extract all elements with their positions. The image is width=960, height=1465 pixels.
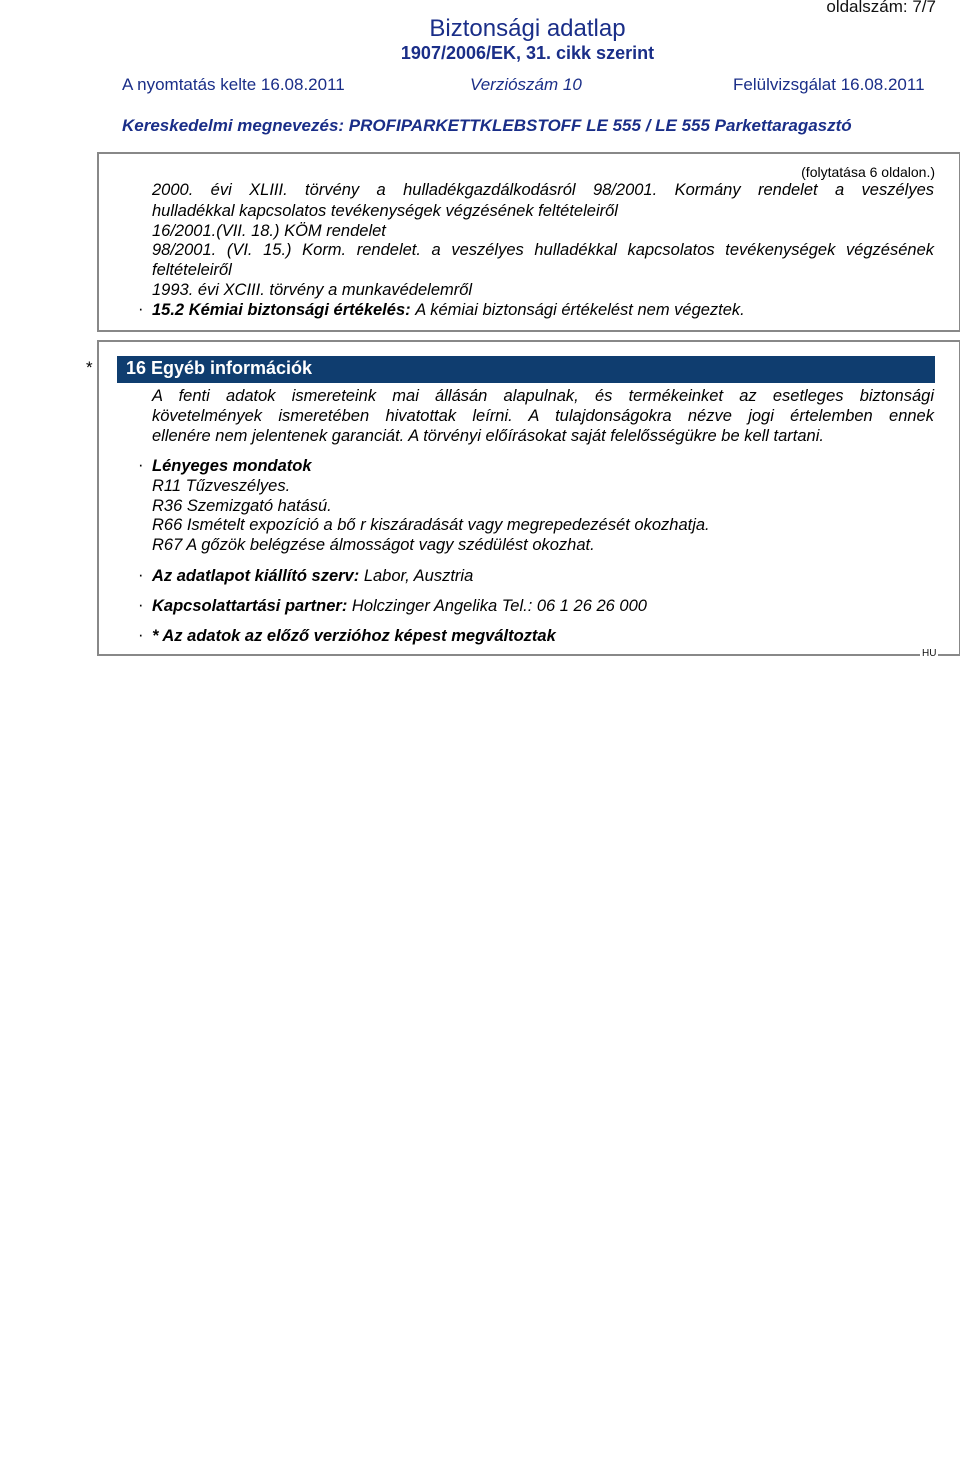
regulation-line: 1993. évi XCIII. törvény a munkavédelemről — [152, 281, 473, 299]
bullet-dot: · — [138, 626, 144, 644]
risk-phrase: R36 Szemizgató hatású. — [152, 497, 332, 515]
page-number: oldalszám: 7/7 — [826, 0, 936, 16]
intro-line: ellenére nem jelentenek garanciát. A törvényi előírásokat saját felelősségükre be kell tartani. — [152, 427, 824, 445]
bullet-dot: · — [138, 456, 144, 474]
footer-rule — [97, 654, 959, 656]
bullet-dot: · — [138, 566, 144, 584]
changes-note: * Az adatok az előző verzióhoz képest megváltoztak — [152, 627, 556, 645]
contact-label: Kapcsolattartási partner: — [152, 597, 348, 615]
version-number: Verziószám 10 — [470, 75, 582, 94]
regulation-line: 2000. évi XLIII. törvény a hulladékgazdálkodásról 98/2001. Kormány rendelet a veszélyes — [152, 181, 934, 199]
relevant-phrases-label: Lényeges mondatok — [152, 457, 312, 475]
regulation-line: 16/2001.(VII. 18.) KÖM rendelet — [152, 222, 386, 240]
regulation-line: feltételeiről — [152, 261, 232, 279]
risk-phrase: R67 A gőzök belégzése álmosságot vagy szédülést okozhat. — [152, 536, 595, 554]
trade-name: Kereskedelmi megnevezés: PROFIPARKETTKLEBSTOFF LE 555 / LE 555 Parkettaragasztó — [122, 116, 852, 135]
chemical-safety-assessment — [152, 301, 745, 320]
issuer-line — [152, 567, 473, 586]
intro-line: A fenti adatok ismereteink mai állásán alapulnak, és termékeinket az esetleges biztonsági — [152, 387, 934, 405]
risk-phrase: R11 Tűzveszélyes. — [152, 477, 291, 495]
assessment-label: 15.2 Kémiai biztonsági értékelés: — [152, 301, 411, 319]
regulation-line: 98/2001. (VI. 15.) Korm. rendelet. a veszélyes hulladékkal kapcsolatos tevékenységek végzésének — [152, 241, 934, 259]
issuer-label: Az adatlapot kiállító szerv: — [152, 567, 360, 585]
change-marker: * — [86, 358, 93, 377]
document-subtitle: 1907/2006/EK, 31. cikk szerint — [400, 43, 655, 63]
contact-line — [152, 597, 647, 616]
bullet-dot: · — [138, 300, 144, 318]
risk-phrase: R66 Ismételt expozíció a bő r kiszáradását vagy megrepedezését okozhatja. — [152, 516, 710, 534]
assessment-value: A kémiai biztonsági értékelést nem végeztek. — [415, 301, 745, 319]
contact-value: Holczinger Angelika Tel.: 06 1 26 26 000 — [351, 597, 647, 615]
continued-note: (folytatása 6 oldalon.) — [801, 164, 935, 180]
issuer-value: Labor, Ausztria — [363, 567, 474, 585]
document-title: Biztonsági adatlap — [429, 15, 626, 42]
print-date: A nyomtatás kelte 16.08.2011 — [122, 75, 345, 94]
section-16-title: 16 Egyéb információk — [126, 358, 313, 378]
review-date: Felülvizsgálat 16.08.2011 — [733, 75, 925, 94]
regulation-line: hulladékkal kapcsolatos tevékenységek végzésének feltételeiről — [152, 202, 618, 220]
intro-line: követelmények ismeretében hivatottak leírni. A tulajdonságokra nézve jogi értelemben ennek — [152, 407, 934, 425]
bullet-dot: · — [138, 596, 144, 614]
language-code: HU — [922, 648, 937, 659]
